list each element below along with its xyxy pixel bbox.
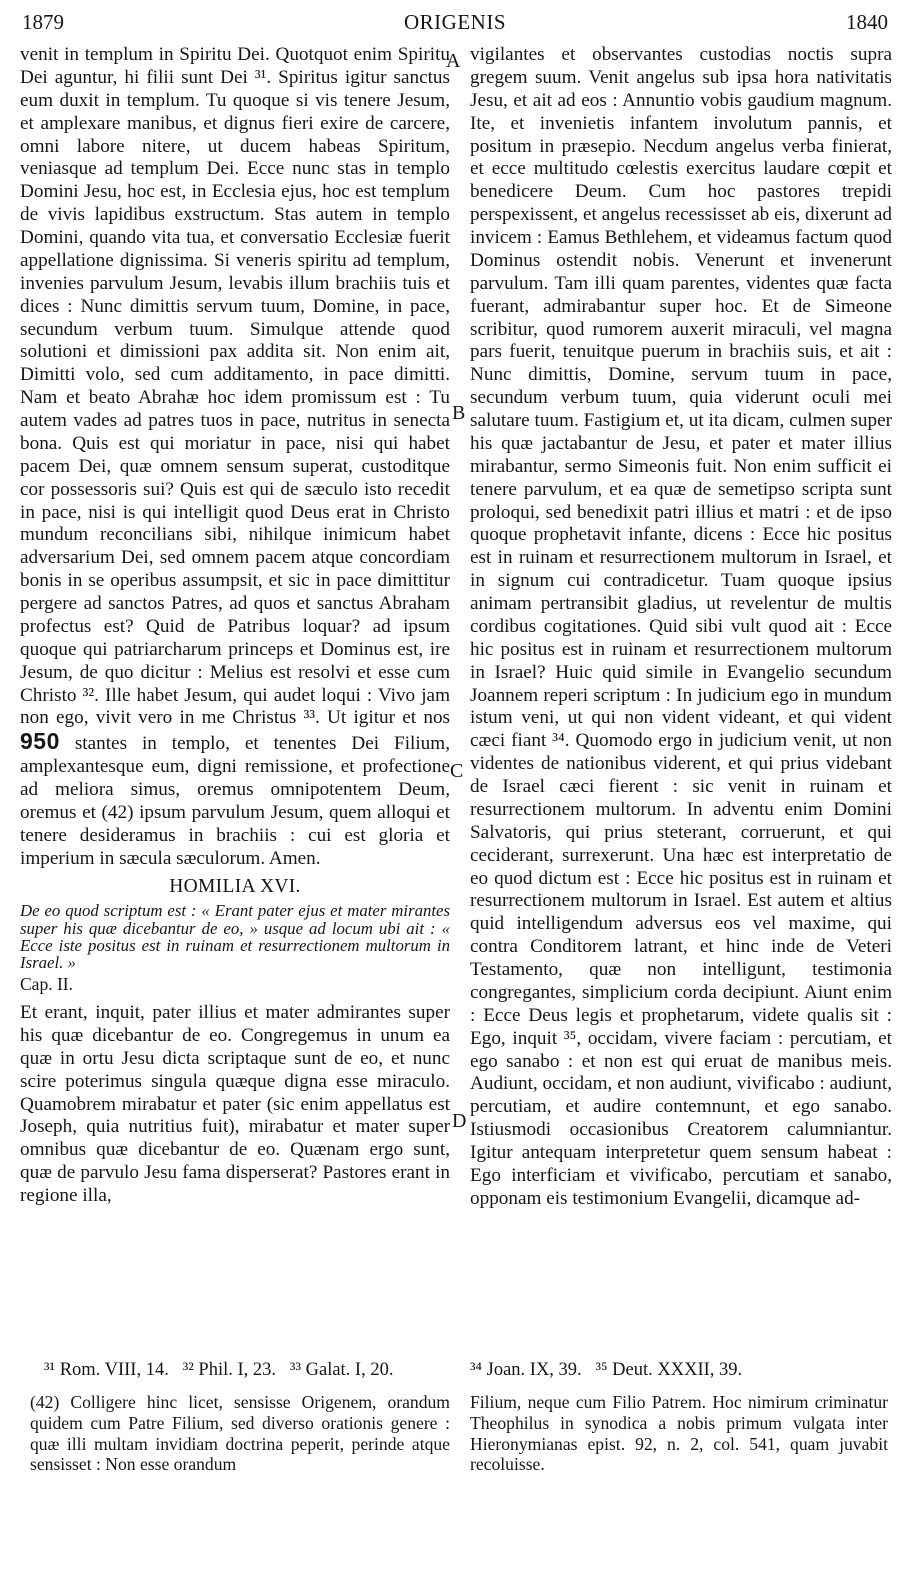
right-paragraph-1: vigilantes et observantes custodias noctis supra gregem suum. Venit angelus sub ipsa hora nativitatis Jesu, et ait ad eos : Annuntio vobis gaudium magnum. Ite, et invenietis infantem involutum pannis, et positum in præsepio. Necdum angelus verba finierat, et ecce multitudo cœlestis exercitus laudare cœpit et benedicere Deum. Cum hoc pastores trepidi perspexissent, et angelus recessisset ab eis, dixerunt ad invicem : Eamus Bethlehem, et videamus factum quod Dominus ostendit nobis. Venerunt et invenerunt parvulum. Tam illi quam parentes, videntes quæ facta fuerant, admirabantur super hoc. Et de Simeone scribitur, quod rumorem auxerit miraculi, vel magna pars fuerit, tenuitque puerum in brachiis suis, et ait : Nunc dimittis, Domine, servum tuum in pace, secundum verbum tuum, quia viderunt oculi mei salutare tuum. Fastigium et, ut ita dicam, culmen super his quæ jactabantur de Jesu, et pater et mater illius mirabantur, sermo Simeonis fuit. Non enim sufficit ei tenere parvulum, et ea quæ de semetipso scripta sunt proloqui, sed benedixit patri illius et matri : et de ipso quoque prophetavit infante, dicens : Ecce hic positus est in ruinam et resurrectionem multorum in Israel, et in signum cui contradicetur. Tuam quoque ipsius animam pertransibit gladius, ut revelentur de multis cordibus cogitationes. Quid sibi vult quod ait : Ecce hic positus est in ruinam et resurrectionem multorum in Israel? Huic quid simile in Evangelio secundum Joannem reperi scriptum : In judicium ego in mundum istum veni, ut qui non vident videant, et qui vident cæci fiant ³⁴. Quomodo ergo in judicium venit, ut non videntes de nationibus viderent, et qui prius videbant de Israel cæci fierent : sic venit in ruinam et resurrectionem multorum. In adventu enim Domini Salvatoris, qui prius steterant, corruerunt, et qui ceciderant, surrexerunt. Una hæc est interpretatio de eo quod dictum est : Ecce hic positus est in ruinam et resurrectionem multorum in Israel. Est autem et altius quid intelligendum adversus eos vel maxime, qui contra Conditorem latrant, et hinc inde de Veteri Testamento, quæ non intelligunt, testimonia congregantes, simplicium corda decipiunt. Aiunt enim : Ecce Deus legis et prophetarum, videte qualis sit : Ego, inquit ³⁵, occidam, vivere faciam : percutiam, et ego sanabo : et non est qui eruat de manibus meis. Audiunt, occidam, et non audiunt, vivificabo : audiunt, percutiam, et audire contemnunt, et ego sanabo. Istiusmodi occasionibus Creatorem calumniantur. Igitur antequam interpretetur quem sensum habeat : Ego interficiam et vivificabo, percutiam et sanabo, opponam eis testimonium Evangelii, dicamque ad- (470, 44, 892, 1209)
chapter-label: Cap. II. (20, 974, 73, 995)
right-column (470, 44, 892, 1211)
left-column (20, 44, 450, 1208)
page-header (22, 10, 888, 36)
page-number: 950 (20, 728, 60, 755)
running-title: ORIGENIS (404, 10, 506, 34)
margin-letter-a: A (446, 50, 461, 72)
margin-letter-d: D (452, 1110, 467, 1132)
note-left-text: (42) Colligere hinc licet, sensisse Origenem, orandum quidem cum Patre Filium, sed diverso orationis genere : quæ illi multam invidiam doctrina peperit, perinde atque sensisset : Non esse orandum (30, 1392, 450, 1475)
left-column-number: 1879 (22, 10, 64, 34)
left-paragraph-1 (20, 44, 450, 871)
homilia-title: HOMILIA XVI. (169, 875, 301, 897)
margin-letter-c: C (450, 760, 464, 782)
left-paragraph-1-text: venit in templum in Spiritu Dei. Quotquot enim Spiritu Dei aguntur, hi filii sunt Dei ³¹. Spiritus igitur sanctus eum duxit in templum. Tu quoque si vis tenere Jesum, et amplexare manibus, et dignus fieri exire de carcere, omni labore nitere, ut ducem habeas Spiritum, veniasque ad templum Dei. Ecce nunc stas in templo Domini Jesu, hoc est, in Ecclesia ejus, hoc est templum de vivis lapidibus exstructum. Stas autem in templo Domini, quando vita tua, et conversatio Ecclesiæ fuerit appellatione dignissima. Si veneris spiritu ad templum, invenies parvulum Jesum, levabis illum brachiis tuis et dices : Nunc dimittis servum tuum, Domine, in pace, secundum verbum tuum. Simulque attende quod solutioni et dimissioni pax addita sit. Non enim ait, Dimitti volo, sed cum additamento, in pace dimitti. Nam et beato Abrahæ hoc idem promissum est : Tu autem vades ad patres tuos in pace, nutritus in senecta bona. Quis est qui moriatur in pace, nisi qui habet pacem Dei, quæ omnem sensum superat, custoditque cor possessoris sui? Quis est qui de sæculo isto recedit in pace, nisi is qui intelligit quod Deus erat in Christo mundum reconcilians sibi, nihilque inimicum habet adversarium Dei, sed omnem pacem atque concordiam bonis in se operibus assumpsit, et sic in pace dimittitur pergere ad sanctos Patres, ad quos et sanctus Abraham profectus est? Quid de Patribus loquar? ad ipsum quoque qui patriarcharum princeps et Dominus est, ire Jesum, de quo dicitur : Melius est resolvi et esse cum Christo ³². Ille habet Jesum, qui audet loqui : Vivo jam non ego, vivit vero in me Christus ³³. Ut igitur et nos (20, 44, 450, 729)
left-paragraph-2: Et erant, inquit, pater illius et mater admirantes super his quæ dicebantur de eo. Congregemus in unum ea quæ in ortu Jesu dicta scriptaque sunt de eo, et nunc scire poterimus singula quæque digna esse miraculo. Quamobrem mirabatur et pater (sic enim appellatus est Joseph, quia nutritius fuit), mirabatur et mater super omnibus quæ dicebantur de eo. Quænam ergo sunt, quæ de parvulo Jesu fama disperserat? Pastores erant in regione illa, (20, 1002, 450, 1207)
homilia-summary: De eo quod scriptum est : « Erant pater ejus et mater mirantes super his quæ dicebantur de eo, » usque ad locum ubi ait : « Ecce iste positus est in ruinam et resurrectionem multorum in Israel. » (20, 901, 450, 972)
note-right (470, 1392, 888, 1475)
note-right-text: Filium, neque cum Filio Patrem. Hoc nimirum criminatur Theophilus in synodica a nobis primum vulgata inter Hieronymianas epist. 92, n. 2, col. 541, quam juvabit recoluisse. (470, 1392, 888, 1475)
note-left (30, 1392, 450, 1475)
footnote-refs-right: ³⁴ Joan. IX, 39. ³⁵ Deut. XXXII, 39. (470, 1360, 743, 1380)
footnote-refs-left: ³¹ Rom. VIII, 14. ³² Phil. I, 23. ³³ Galat. I, 20. (44, 1360, 394, 1380)
margin-letter-b: B (452, 402, 466, 424)
left-paragraph-1-end: stantes in templo, et tenentes Dei Filium, amplexantesque eum, digni remissione, et profectione ad meliora simus, oremus omnipotentem Deum, oremus et (42) ipsum parvulum Jesum, quem alloqui et tenere desideramus in brachiis : cui est gloria et imperium in sæcula sæculorum. Amen. (20, 733, 451, 869)
right-column-number: 1840 (846, 10, 888, 34)
